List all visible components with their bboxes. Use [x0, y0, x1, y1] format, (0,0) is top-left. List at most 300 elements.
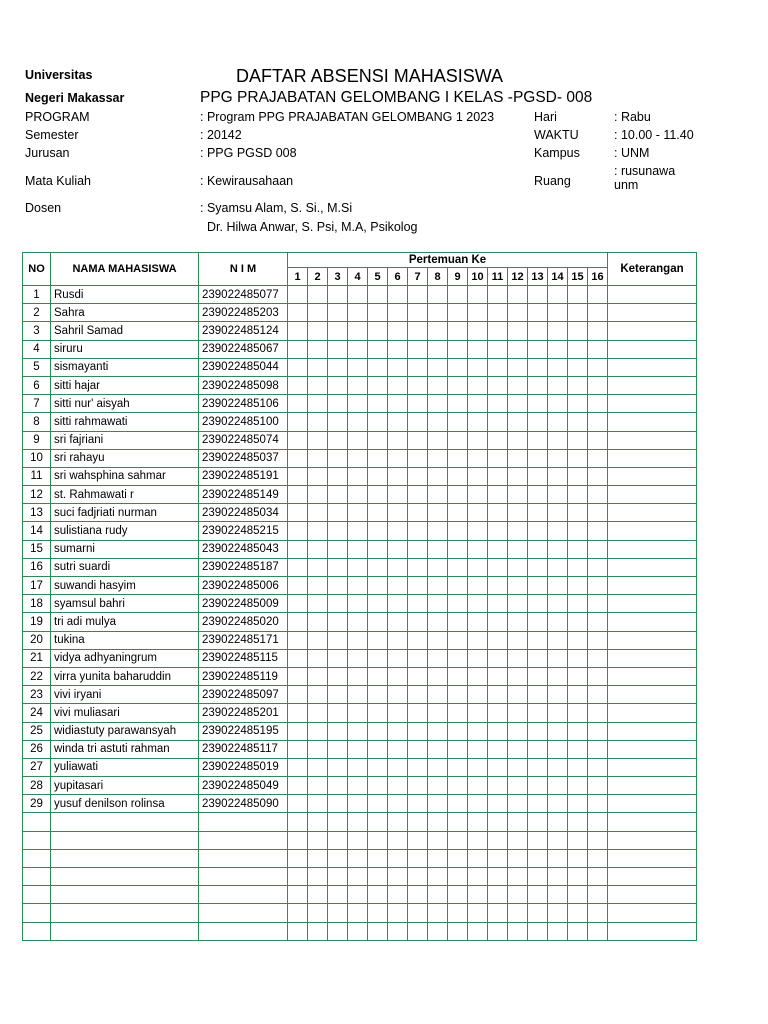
- attendance-cell: [468, 740, 488, 758]
- table-row: [23, 613, 697, 631]
- attendance-cell: [388, 667, 408, 685]
- attendance-cell: [588, 304, 608, 322]
- attendance-cell: [428, 358, 448, 376]
- attendance-cell: [388, 413, 408, 431]
- attendance-cell: [288, 558, 308, 576]
- student-nim: 239022485100: [199, 413, 288, 431]
- attendance-cell: [428, 340, 448, 358]
- empty-cell: [368, 886, 388, 904]
- attendance-cell: [528, 704, 548, 722]
- attendance-cell: [548, 449, 568, 467]
- empty-cell: [428, 813, 448, 831]
- attendance-cell: [588, 631, 608, 649]
- student-name: syamsul bahri: [51, 595, 199, 613]
- attendance-cell: [388, 486, 408, 504]
- attendance-cell: [528, 504, 548, 522]
- attendance-cell: [388, 613, 408, 631]
- attendance-cell: [468, 486, 488, 504]
- student-nim: 239022485171: [199, 631, 288, 649]
- attendance-cell: [388, 795, 408, 813]
- table-row: [23, 740, 697, 758]
- attendance-cell: [588, 395, 608, 413]
- dosen-value-1: : Syamsu Alam, S. Si., M.Si: [200, 201, 353, 215]
- attendance-cell: [468, 431, 488, 449]
- empty-cell: [368, 831, 388, 849]
- attendance-cell: [468, 395, 488, 413]
- empty-cell: [51, 849, 199, 867]
- empty-cell: [488, 849, 508, 867]
- attendance-cell: [408, 758, 428, 776]
- empty-cell: [508, 831, 528, 849]
- attendance-cell: [588, 722, 608, 740]
- attendance-cell: [568, 558, 588, 576]
- attendance-cell: [328, 322, 348, 340]
- attendance-cell: [508, 704, 528, 722]
- attendance-cell: [388, 540, 408, 558]
- attendance-cell: [348, 413, 368, 431]
- student-nim: 239022485006: [199, 577, 288, 595]
- attendance-cell: [488, 631, 508, 649]
- notes-cell: [608, 613, 697, 631]
- attendance-cell: [528, 558, 548, 576]
- attendance-cell: [588, 413, 608, 431]
- semester-label: Semester: [25, 128, 79, 142]
- attendance-cell: [588, 795, 608, 813]
- attendance-cell: [328, 340, 348, 358]
- empty-cell: [388, 922, 408, 940]
- table-row: [23, 631, 697, 649]
- empty-cell: [488, 813, 508, 831]
- attendance-cell: [408, 704, 428, 722]
- notes-cell: [608, 667, 697, 685]
- attendance-cell: [308, 340, 328, 358]
- attendance-cell: [488, 467, 508, 485]
- meeting-number: 13: [528, 268, 548, 286]
- student-name: winda tri astuti rahman: [51, 740, 199, 758]
- attendance-cell: [508, 413, 528, 431]
- attendance-cell: [508, 577, 528, 595]
- attendance-cell: [468, 777, 488, 795]
- dosen-label: Dosen: [25, 201, 62, 215]
- attendance-cell: [368, 758, 388, 776]
- attendance-cell: [588, 740, 608, 758]
- attendance-cell: [508, 777, 528, 795]
- attendance-cell: [488, 376, 508, 394]
- table-row: [23, 449, 697, 467]
- attendance-cell: [508, 286, 528, 304]
- attendance-cell: [508, 631, 528, 649]
- attendance-cell: [288, 449, 308, 467]
- attendance-cell: [368, 795, 388, 813]
- empty-cell: [488, 904, 508, 922]
- attendance-cell: [468, 722, 488, 740]
- attendance-cell: [588, 322, 608, 340]
- attendance-cell: [488, 395, 508, 413]
- empty-row: [23, 831, 697, 849]
- attendance-cell: [508, 758, 528, 776]
- attendance-cell: [468, 304, 488, 322]
- attendance-cell: [468, 504, 488, 522]
- attendance-cell: [308, 522, 328, 540]
- attendance-cell: [588, 486, 608, 504]
- attendance-cell: [408, 667, 428, 685]
- page-title: DAFTAR ABSENSI MAHASISWA: [236, 66, 504, 86]
- attendance-cell: [308, 322, 328, 340]
- empty-cell: [288, 831, 308, 849]
- attendance-cell: [448, 286, 468, 304]
- table-row: [23, 304, 697, 322]
- attendance-cell: [468, 449, 488, 467]
- table-row: [23, 540, 697, 558]
- attendance-cell: [408, 595, 428, 613]
- empty-cell: [548, 922, 568, 940]
- attendance-cell: [528, 686, 548, 704]
- meeting-number: 4: [348, 268, 368, 286]
- attendance-cell: [588, 431, 608, 449]
- row-number: 12: [23, 486, 51, 504]
- attendance-cell: [548, 704, 568, 722]
- attendance-cell: [408, 431, 428, 449]
- attendance-cell: [388, 449, 408, 467]
- empty-cell: [51, 886, 199, 904]
- attendance-cell: [448, 431, 468, 449]
- attendance-cell: [348, 577, 368, 595]
- attendance-cell: [468, 286, 488, 304]
- attendance-cell: [348, 504, 368, 522]
- meeting-number: 14: [548, 268, 568, 286]
- student-name: st. Rahmawati r: [51, 486, 199, 504]
- attendance-cell: [288, 413, 308, 431]
- attendance-cell: [448, 376, 468, 394]
- notes-cell: [608, 595, 697, 613]
- student-name: vivi iryani: [51, 686, 199, 704]
- attendance-cell: [488, 322, 508, 340]
- student-nim: 239022485097: [199, 686, 288, 704]
- empty-cell: [548, 813, 568, 831]
- row-number: 13: [23, 504, 51, 522]
- empty-cell: [588, 849, 608, 867]
- attendance-cell: [528, 449, 548, 467]
- attendance-cell: [428, 286, 448, 304]
- attendance-cell: [308, 777, 328, 795]
- attendance-cell: [308, 504, 328, 522]
- row-number: 9: [23, 431, 51, 449]
- attendance-cell: [368, 613, 388, 631]
- empty-cell: [468, 813, 488, 831]
- attendance-cell: [328, 540, 348, 558]
- row-number: 16: [23, 558, 51, 576]
- attendance-cell: [468, 649, 488, 667]
- table-row: [23, 322, 697, 340]
- attendance-cell: [368, 486, 388, 504]
- table-row: [23, 431, 697, 449]
- empty-cell: [51, 904, 199, 922]
- attendance-cell: [528, 595, 548, 613]
- attendance-cell: [468, 704, 488, 722]
- empty-cell: [568, 831, 588, 849]
- attendance-cell: [348, 467, 368, 485]
- student-name: tukina: [51, 631, 199, 649]
- attendance-cell: [368, 467, 388, 485]
- attendance-cell: [308, 595, 328, 613]
- attendance-cell: [288, 540, 308, 558]
- attendance-cell: [448, 577, 468, 595]
- empty-cell: [468, 904, 488, 922]
- attendance-cell: [448, 613, 468, 631]
- attendance-cell: [508, 522, 528, 540]
- student-name: yusuf denilson rolinsa: [51, 795, 199, 813]
- attendance-cell: [288, 722, 308, 740]
- ruang-value-2: unm: [614, 178, 639, 192]
- student-name: sitti rahmawati: [51, 413, 199, 431]
- student-name: sumarni: [51, 540, 199, 558]
- empty-cell: [608, 813, 697, 831]
- attendance-cell: [488, 722, 508, 740]
- attendance-cell: [388, 631, 408, 649]
- empty-cell: [23, 886, 51, 904]
- table-row: [23, 795, 697, 813]
- empty-cell: [568, 813, 588, 831]
- meeting-number: 11: [488, 268, 508, 286]
- attendance-cell: [308, 449, 328, 467]
- attendance-cell: [348, 358, 368, 376]
- table-row: [23, 649, 697, 667]
- meeting-number: 8: [428, 268, 448, 286]
- attendance-cell: [368, 340, 388, 358]
- student-name: Sahril Samad: [51, 322, 199, 340]
- empty-cell: [608, 868, 697, 886]
- attendance-cell: [388, 340, 408, 358]
- empty-cell: [288, 868, 308, 886]
- student-nim: 239022485020: [199, 613, 288, 631]
- attendance-cell: [328, 413, 348, 431]
- attendance-cell: [588, 504, 608, 522]
- attendance-cell: [428, 467, 448, 485]
- attendance-cell: [448, 449, 468, 467]
- empty-cell: [199, 813, 288, 831]
- student-nim: 239022485019: [199, 758, 288, 776]
- row-number: 18: [23, 595, 51, 613]
- table-row: [23, 577, 697, 595]
- attendance-cell: [468, 613, 488, 631]
- empty-row: [23, 813, 697, 831]
- student-nim: 239022485149: [199, 486, 288, 504]
- attendance-cell: [348, 631, 368, 649]
- empty-cell: [23, 831, 51, 849]
- meeting-number: 3: [328, 268, 348, 286]
- row-number: 5: [23, 358, 51, 376]
- empty-cell: [408, 868, 428, 886]
- attendance-cell: [388, 577, 408, 595]
- attendance-cell: [588, 358, 608, 376]
- notes-cell: [608, 413, 697, 431]
- attendance-cell: [368, 376, 388, 394]
- attendance-cell: [428, 667, 448, 685]
- row-number: 3: [23, 322, 51, 340]
- col-header-no: NO: [23, 253, 51, 286]
- attendance-cell: [468, 540, 488, 558]
- attendance-cell: [288, 522, 308, 540]
- attendance-cell: [548, 667, 568, 685]
- attendance-cell: [328, 667, 348, 685]
- empty-cell: [408, 904, 428, 922]
- attendance-cell: [368, 740, 388, 758]
- attendance-cell: [448, 504, 468, 522]
- empty-cell: [548, 831, 568, 849]
- attendance-cell: [368, 413, 388, 431]
- attendance-cell: [408, 722, 428, 740]
- empty-cell: [288, 922, 308, 940]
- attendance-cell: [328, 777, 348, 795]
- notes-cell: [608, 722, 697, 740]
- attendance-cell: [308, 467, 328, 485]
- attendance-cell: [288, 686, 308, 704]
- table-row: [23, 758, 697, 776]
- attendance-cell: [288, 758, 308, 776]
- attendance-cell: [448, 704, 468, 722]
- empty-cell: [328, 886, 348, 904]
- table-row: [23, 467, 697, 485]
- attendance-cell: [568, 340, 588, 358]
- attendance-cell: [568, 286, 588, 304]
- attendance-cell: [548, 467, 568, 485]
- attendance-cell: [348, 686, 368, 704]
- attendance-cell: [348, 613, 368, 631]
- table-row: [23, 704, 697, 722]
- notes-cell: [608, 358, 697, 376]
- attendance-cell: [568, 304, 588, 322]
- empty-cell: [428, 904, 448, 922]
- attendance-cell: [308, 686, 328, 704]
- row-number: 17: [23, 577, 51, 595]
- attendance-cell: [488, 577, 508, 595]
- attendance-cell: [508, 504, 528, 522]
- row-number: 7: [23, 395, 51, 413]
- notes-cell: [608, 449, 697, 467]
- student-name: sitti hajar: [51, 376, 199, 394]
- attendance-cell: [448, 467, 468, 485]
- attendance-cell: [508, 395, 528, 413]
- attendance-cell: [548, 740, 568, 758]
- empty-cell: [23, 849, 51, 867]
- student-name: widiastuty parawansyah: [51, 722, 199, 740]
- attendance-cell: [408, 413, 428, 431]
- student-nim: 239022485077: [199, 286, 288, 304]
- meeting-number: 2: [308, 268, 328, 286]
- attendance-cell: [428, 777, 448, 795]
- attendance-cell: [388, 304, 408, 322]
- attendance-cell: [408, 631, 428, 649]
- attendance-cell: [288, 577, 308, 595]
- attendance-cell: [328, 686, 348, 704]
- attendance-cell: [368, 504, 388, 522]
- empty-row: [23, 868, 697, 886]
- attendance-cell: [388, 758, 408, 776]
- attendance-cell: [368, 449, 388, 467]
- meeting-number: 12: [508, 268, 528, 286]
- attendance-cell: [568, 777, 588, 795]
- attendance-cell: [348, 340, 368, 358]
- attendance-cell: [348, 540, 368, 558]
- notes-cell: [608, 504, 697, 522]
- attendance-cell: [508, 595, 528, 613]
- attendance-cell: [428, 376, 448, 394]
- notes-cell: [608, 577, 697, 595]
- empty-cell: [23, 922, 51, 940]
- attendance-cell: [468, 358, 488, 376]
- attendance-cell: [288, 595, 308, 613]
- attendance-cell: [588, 758, 608, 776]
- attendance-cell: [348, 758, 368, 776]
- empty-cell: [388, 868, 408, 886]
- empty-cell: [568, 886, 588, 904]
- notes-cell: [608, 322, 697, 340]
- empty-cell: [348, 831, 368, 849]
- attendance-cell: [508, 467, 528, 485]
- student-name: tri adi mulya: [51, 613, 199, 631]
- attendance-cell: [328, 740, 348, 758]
- attendance-table: [22, 252, 697, 941]
- attendance-cell: [408, 467, 428, 485]
- attendance-cell: [548, 595, 568, 613]
- table-row: [23, 504, 697, 522]
- row-number: 10: [23, 449, 51, 467]
- row-number: 20: [23, 631, 51, 649]
- attendance-cell: [548, 631, 568, 649]
- empty-cell: [199, 922, 288, 940]
- student-nim: 239022485191: [199, 467, 288, 485]
- attendance-cell: [508, 358, 528, 376]
- student-name: siruru: [51, 340, 199, 358]
- attendance-cell: [408, 340, 428, 358]
- attendance-cell: [288, 613, 308, 631]
- attendance-cell: [428, 686, 448, 704]
- empty-cell: [428, 922, 448, 940]
- attendance-cell: [568, 358, 588, 376]
- university-line1: Universitas: [25, 68, 93, 82]
- empty-cell: [51, 868, 199, 886]
- student-nim: 239022485067: [199, 340, 288, 358]
- attendance-cell: [328, 577, 348, 595]
- attendance-cell: [588, 449, 608, 467]
- attendance-cell: [528, 376, 548, 394]
- empty-cell: [388, 849, 408, 867]
- attendance-cell: [448, 631, 468, 649]
- attendance-cell: [488, 613, 508, 631]
- attendance-cell: [328, 631, 348, 649]
- row-number: 8: [23, 413, 51, 431]
- ruang-label: Ruang: [534, 174, 571, 188]
- student-name: sitti nur' aisyah: [51, 395, 199, 413]
- attendance-cell: [288, 322, 308, 340]
- empty-cell: [23, 813, 51, 831]
- attendance-cell: [288, 467, 308, 485]
- attendance-cell: [528, 340, 548, 358]
- attendance-cell: [568, 376, 588, 394]
- attendance-cell: [328, 431, 348, 449]
- attendance-cell: [428, 558, 448, 576]
- program-label: PROGRAM: [25, 110, 90, 124]
- attendance-cell: [348, 376, 368, 394]
- empty-cell: [448, 904, 468, 922]
- attendance-cell: [548, 613, 568, 631]
- attendance-cell: [408, 795, 428, 813]
- empty-row: [23, 886, 697, 904]
- attendance-cell: [528, 758, 548, 776]
- empty-cell: [528, 813, 548, 831]
- attendance-cell: [388, 522, 408, 540]
- empty-cell: [308, 868, 328, 886]
